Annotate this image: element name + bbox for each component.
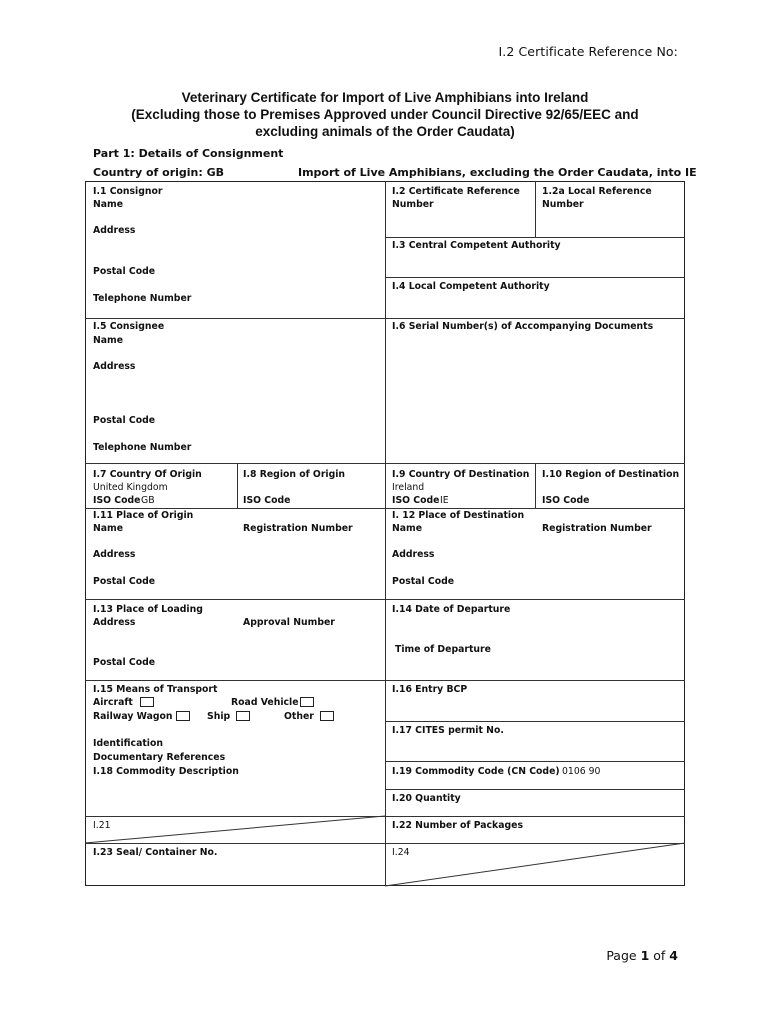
consignee-postal-field[interactable]: Postal Code: [93, 415, 156, 426]
cites-permit-field[interactable]: I.17 CITES permit No.: [392, 725, 504, 736]
place-of-origin-name-field[interactable]: Name: [93, 523, 124, 534]
place-of-origin-postal-field[interactable]: Postal Code: [93, 576, 156, 587]
title-line-2: (Excluding those to Premises Approved under Council Directive 92/65/EEC and: [131, 107, 639, 122]
strike-line-i21: [85, 816, 385, 843]
seal-container-number-field[interactable]: I.23 Seal/ Container No.: [93, 847, 218, 858]
place-of-origin-address-field[interactable]: Address: [93, 549, 136, 560]
region-destination-iso-field[interactable]: ISO Code: [542, 495, 590, 506]
place-of-destination-registration-field[interactable]: Registration Number: [542, 523, 652, 534]
commodity-code-label: I.19 Commodity Code (CN Code): [392, 766, 560, 777]
place-of-loading-address-field[interactable]: Address: [93, 617, 136, 628]
country-of-destination-label: I.9 Country Of Destination: [392, 469, 530, 480]
ship-checkbox[interactable]: [236, 711, 250, 721]
place-of-destination-address-field[interactable]: Address: [392, 549, 435, 560]
box-i21-label: I.21: [93, 820, 111, 831]
origin-iso-code-value[interactable]: GB: [141, 495, 155, 506]
central-competent-authority-field[interactable]: I.3 Central Competent Authority: [392, 240, 561, 251]
certificate-reference-header: I.2 Certificate Reference No:: [498, 44, 678, 59]
time-of-departure-field[interactable]: Time of Departure: [395, 644, 491, 655]
part-heading: Part 1: Details of Consignment: [93, 147, 284, 160]
page-number: 1: [640, 948, 650, 963]
local-reference-label: 1.2a Local Reference: [542, 186, 652, 197]
entry-bcp-field[interactable]: I.16 Entry BCP: [392, 684, 468, 695]
railway-wagon-checkbox[interactable]: [176, 711, 190, 721]
origin-iso-code-label: ISO Code: [93, 495, 141, 506]
country-of-origin-heading: Country of origin: GB: [93, 166, 225, 179]
country-of-origin-value[interactable]: United Kingdom: [93, 482, 168, 493]
place-of-destination-postal-field[interactable]: Postal Code: [392, 576, 455, 587]
place-of-destination-label: I. 12 Place of Destination: [392, 510, 525, 521]
road-vehicle-checkbox[interactable]: [300, 697, 314, 707]
certificate-reference-number-field[interactable]: Number: [392, 199, 434, 210]
region-origin-iso-field[interactable]: ISO Code: [243, 495, 291, 506]
consignor-phone-field[interactable]: Telephone Number: [93, 293, 192, 304]
accompanying-documents-field[interactable]: I.6 Serial Number(s) of Accompanying Documents: [392, 321, 654, 332]
consignee-address-field[interactable]: Address: [93, 361, 136, 372]
page-of: of: [653, 948, 666, 963]
place-of-destination-name-field[interactable]: Name: [392, 523, 423, 534]
place-of-loading-postal-field[interactable]: Postal Code: [93, 657, 156, 668]
place-of-loading-label: I.13 Place of Loading: [93, 604, 203, 615]
box-i24-label: I.24: [392, 847, 410, 858]
local-reference-number-field[interactable]: Number: [542, 199, 584, 210]
place-of-origin-label: I.11 Place of Origin: [93, 510, 194, 521]
date-of-departure-field[interactable]: I.14 Date of Departure: [392, 604, 511, 615]
aircraft-checkbox[interactable]: [140, 697, 154, 707]
consignee-label: I.5 Consignee: [93, 321, 165, 332]
destination-iso-code-value[interactable]: IE: [440, 495, 449, 506]
consignor-postal-field[interactable]: Postal Code: [93, 266, 156, 277]
page-total: 4: [669, 948, 678, 963]
title-line-3: excluding animals of the Order Caudata): [255, 124, 515, 139]
country-of-destination-value[interactable]: Ireland: [392, 482, 425, 493]
other-label: Other: [284, 711, 314, 722]
place-of-origin-registration-field[interactable]: Registration Number: [243, 523, 353, 534]
means-of-transport-label: I.15 Means of Transport: [93, 684, 218, 695]
certificate-reference-label: I.2 Certificate Reference: [392, 186, 520, 197]
place-of-loading-approval-field[interactable]: Approval Number: [243, 617, 335, 628]
quantity-field[interactable]: I.20 Quantity: [392, 793, 461, 804]
consignee-phone-field[interactable]: Telephone Number: [93, 442, 192, 453]
import-description: Import of Live Amphibians, excluding the Order Caudata, into IE: [298, 166, 697, 179]
page-indicator: [606, 948, 678, 963]
number-of-packages-field[interactable]: I.22 Number of Packages: [392, 820, 524, 831]
country-of-origin-label: I.7 Country Of Origin: [93, 469, 202, 480]
ship-label: Ship: [207, 711, 231, 722]
commodity-description-field[interactable]: I.18 Commodity Description: [93, 766, 239, 777]
transport-identification-field[interactable]: Identification: [93, 738, 163, 749]
region-of-destination-label: I.10 Region of Destination: [542, 469, 680, 480]
consignor-name-field[interactable]: Name: [93, 199, 124, 210]
other-checkbox[interactable]: [320, 711, 334, 721]
consignor-address-field[interactable]: Address: [93, 225, 136, 236]
railway-wagon-label: Railway Wagon: [93, 711, 173, 722]
page-prefix: Page: [606, 948, 637, 963]
strike-line-i24: [385, 843, 685, 886]
region-of-origin-label: I.8 Region of Origin: [243, 469, 346, 480]
commodity-code-value[interactable]: 0106 90: [562, 766, 601, 777]
local-competent-authority-field[interactable]: I.4 Local Competent Authority: [392, 281, 550, 292]
title-line-1: Veterinary Certificate for Import of Live Amphibians into Ireland: [181, 90, 589, 105]
road-vehicle-label: Road Vehicle: [231, 697, 299, 708]
aircraft-label: Aircraft: [93, 697, 133, 708]
destination-iso-code-label: ISO Code: [392, 495, 440, 506]
consignee-name-field[interactable]: Name: [93, 335, 124, 346]
documentary-references-field[interactable]: Documentary References: [93, 752, 226, 763]
consignor-label: I.1 Consignor: [93, 186, 163, 197]
